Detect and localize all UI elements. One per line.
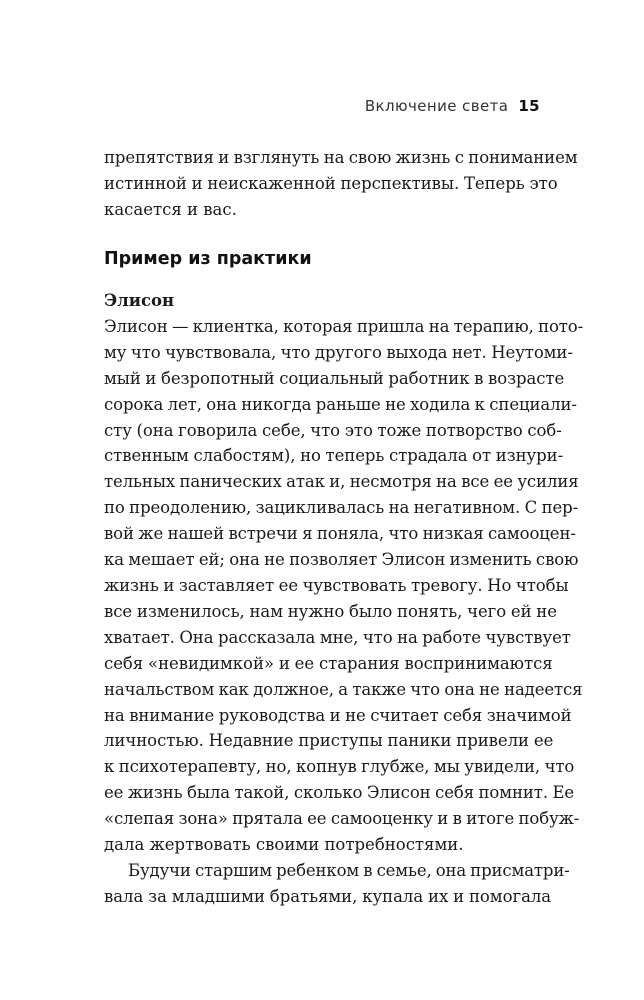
text-line: к психотерапевту, но, копнув глубже, мы увидели, что	[104, 757, 575, 777]
case-name: Элисон	[104, 291, 175, 310]
text-line: мый и безропотный социальный работник в возрасте	[104, 368, 565, 388]
text-line: дала жертвовать своими потребностями.	[104, 835, 464, 855]
case-study	[104, 288, 584, 910]
text-line: ка мешает ей; она не позволяет Элисон изменить свою	[104, 550, 579, 570]
text-line: по преодолению, зацикливалась на негативном. С пер-	[104, 498, 579, 518]
text-line: препятствия и взглянуть на свою жизнь с пониманием	[104, 148, 578, 167]
text-line: сту (она говорила себе, что это тоже потворство соб-	[104, 420, 562, 440]
text-line: истинной и неискаженной перспективы. Теперь это	[104, 173, 558, 193]
text-line: му что чувствовала, что другого выхода нет. Неутоми-	[104, 342, 573, 362]
text-line: «слепая зона» прятала ее самооценку и в итоге побуж-	[104, 809, 580, 829]
text-line: Будучи старшим ребенком в семье, она присматри-	[128, 860, 570, 880]
text-line: на внимание руководства и не считает себя значимой	[104, 705, 572, 725]
intro-paragraph-block	[104, 145, 578, 223]
text-line: ственным слабостям), но теперь страдала от изнури-	[104, 446, 564, 466]
intro-paragraph	[104, 145, 578, 223]
case-paragraph-2	[104, 858, 570, 910]
page-number: 15	[518, 97, 540, 115]
case-paragraph-1	[104, 314, 584, 858]
text-line: жизнь и заставляет ее чувствовать тревогу. Но чтобы	[104, 575, 569, 595]
section-heading: Пример из практики	[104, 249, 312, 269]
text-line: себя «невидимкой» и ее старания воспринимаются	[104, 653, 553, 673]
text-line: тельных панических атак и, несмотря на все ее усилия	[104, 472, 579, 492]
text-line: личностью. Недавние приступы паники привели ее	[104, 731, 554, 751]
text-line: хватает. Она рассказала мне, что на работе чувствует	[104, 627, 571, 647]
text-line: начальством как должное, а также что она не надеется	[104, 679, 583, 699]
text-line: Элисон — клиентка, которая пришла на терапию, пото-	[104, 316, 584, 336]
text-line: вой же нашей встречи я поняла, что низкая самооцен-	[104, 524, 576, 544]
running-header	[365, 97, 540, 115]
text-line: ее жизнь была такой, сколько Элисон себя помнит. Ее	[104, 783, 575, 803]
text-line: вала за младшими братьями, купала их и помогала	[104, 886, 552, 906]
chapter-title: Включение света	[364, 97, 509, 115]
text-line: сорока лет, она никогда раньше не ходила к специали-	[104, 394, 577, 414]
text-line: все изменилось, нам нужно было понять, чего ей не	[104, 601, 557, 621]
text-line: касается и вас.	[104, 199, 237, 219]
